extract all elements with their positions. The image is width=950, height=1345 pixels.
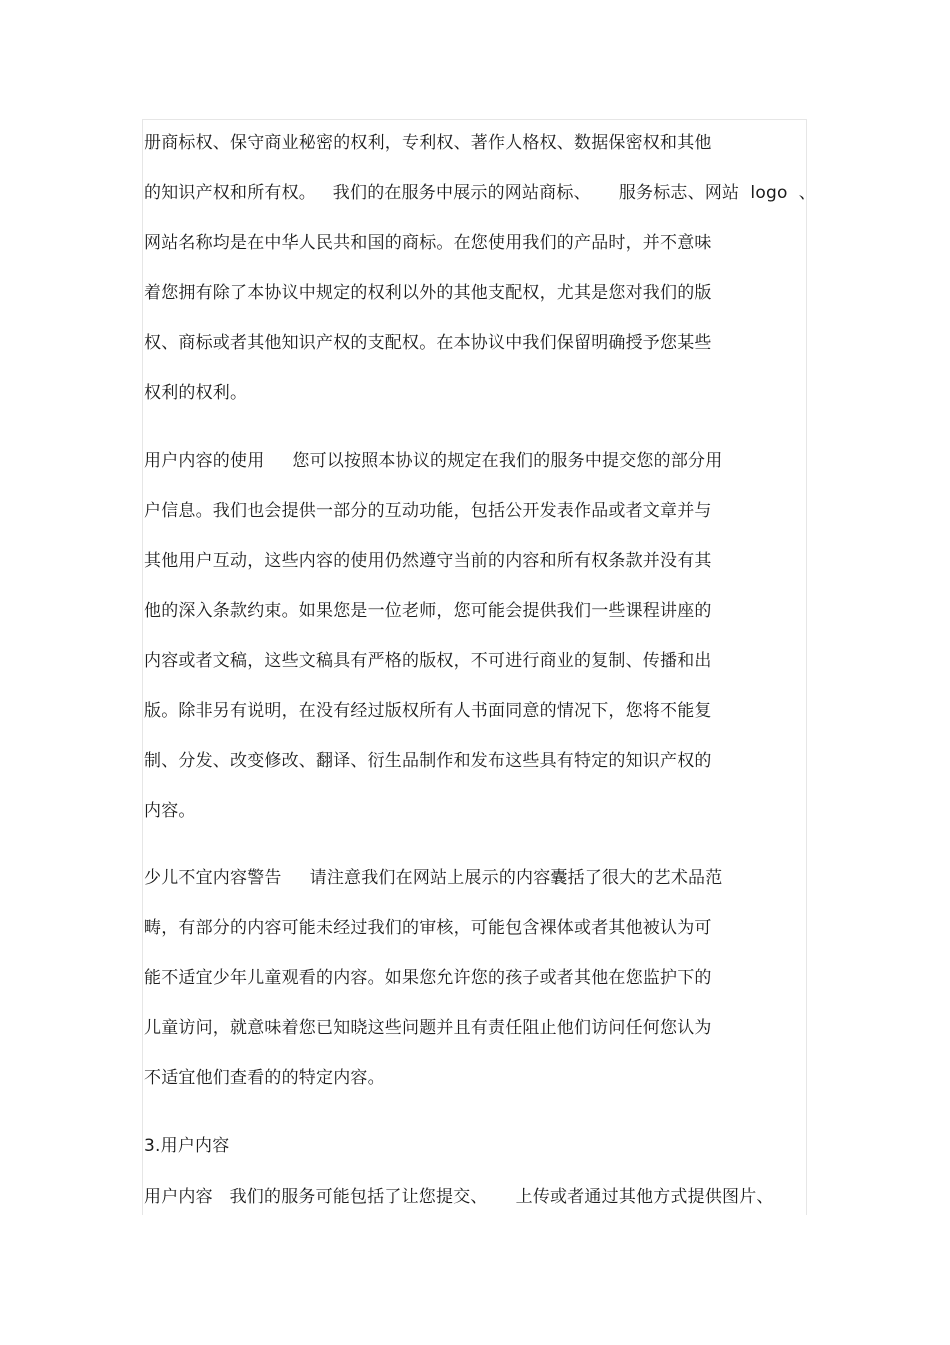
text-line: 着您拥有除了本协议中规定的权利以外的其他支配权，尤其是您对我们的版 (144, 283, 712, 303)
text-line: 内容。 (144, 801, 196, 821)
text-line: 册商标权、保守商业秘密的权利，专利权、著作人格权、数据保密权和其他 (144, 133, 712, 153)
section-heading: 3.用户内容 (144, 1136, 230, 1156)
text-line: 权、商标或者其他知识产权的支配权。在本协议中我们保留明确授予您某些 (144, 333, 712, 353)
text-line: 制、分发、改变修改、翻译、衍生品制作和发布这些具有特定的知识产权的 (144, 751, 712, 771)
text-line: 用户内容的使用 您可以按照本协议的规定在我们的服务中提交您的部分用 (144, 451, 723, 471)
text-line: 少儿不宜内容警告 请注意我们在网站上展示的内容囊括了很大的艺术品范 (144, 868, 723, 888)
text-line: 内容或者文稿，这些文稿具有严格的版权，不可进行商业的复制、传播和出 (144, 651, 712, 671)
text-line: 版。除非另有说明，在没有经过版权所有人书面同意的情况下，您将不能复 (144, 701, 712, 721)
text-line: 户信息。我们也会提供一部分的互动功能，包括公开发表作品或者文章并与 (144, 501, 712, 521)
text-line: 他的深入条款约束。如果您是一位老师，您可能会提供我们一些课程讲座的 (144, 601, 712, 621)
text-line: 不适宜他们查看的的特定内容。 (144, 1068, 385, 1088)
text-line: 能不适宜少年儿童观看的内容。如果您允许您的孩子或者其他在您监护下的 (144, 968, 712, 988)
text-line: 用户内容 我们的服务可能包括了让您提交、 上传或者通过其他方式提供图片、 (144, 1187, 774, 1207)
text-line: 其他用户互动，这些内容的使用仍然遵守当前的内容和所有权条款并没有其 (144, 551, 712, 571)
text-line: 儿童访问，就意味着您已知晓这些问题并且有责任阻止他们访问任何您认为 (144, 1018, 712, 1038)
text-line: 网站名称均是在中华人民共和国的商标。在您使用我们的产品时，并不意味 (144, 233, 712, 253)
text-line: 的知识产权和所有权。 我们的在服务中展示的网站商标、 服务标志、网站 logo 、 (144, 183, 816, 203)
text-line: 权利的权利。 (144, 383, 248, 403)
text-line: 畴，有部分的内容可能未经过我们的审核，可能包含裸体或者其他被认为可 (144, 918, 712, 938)
